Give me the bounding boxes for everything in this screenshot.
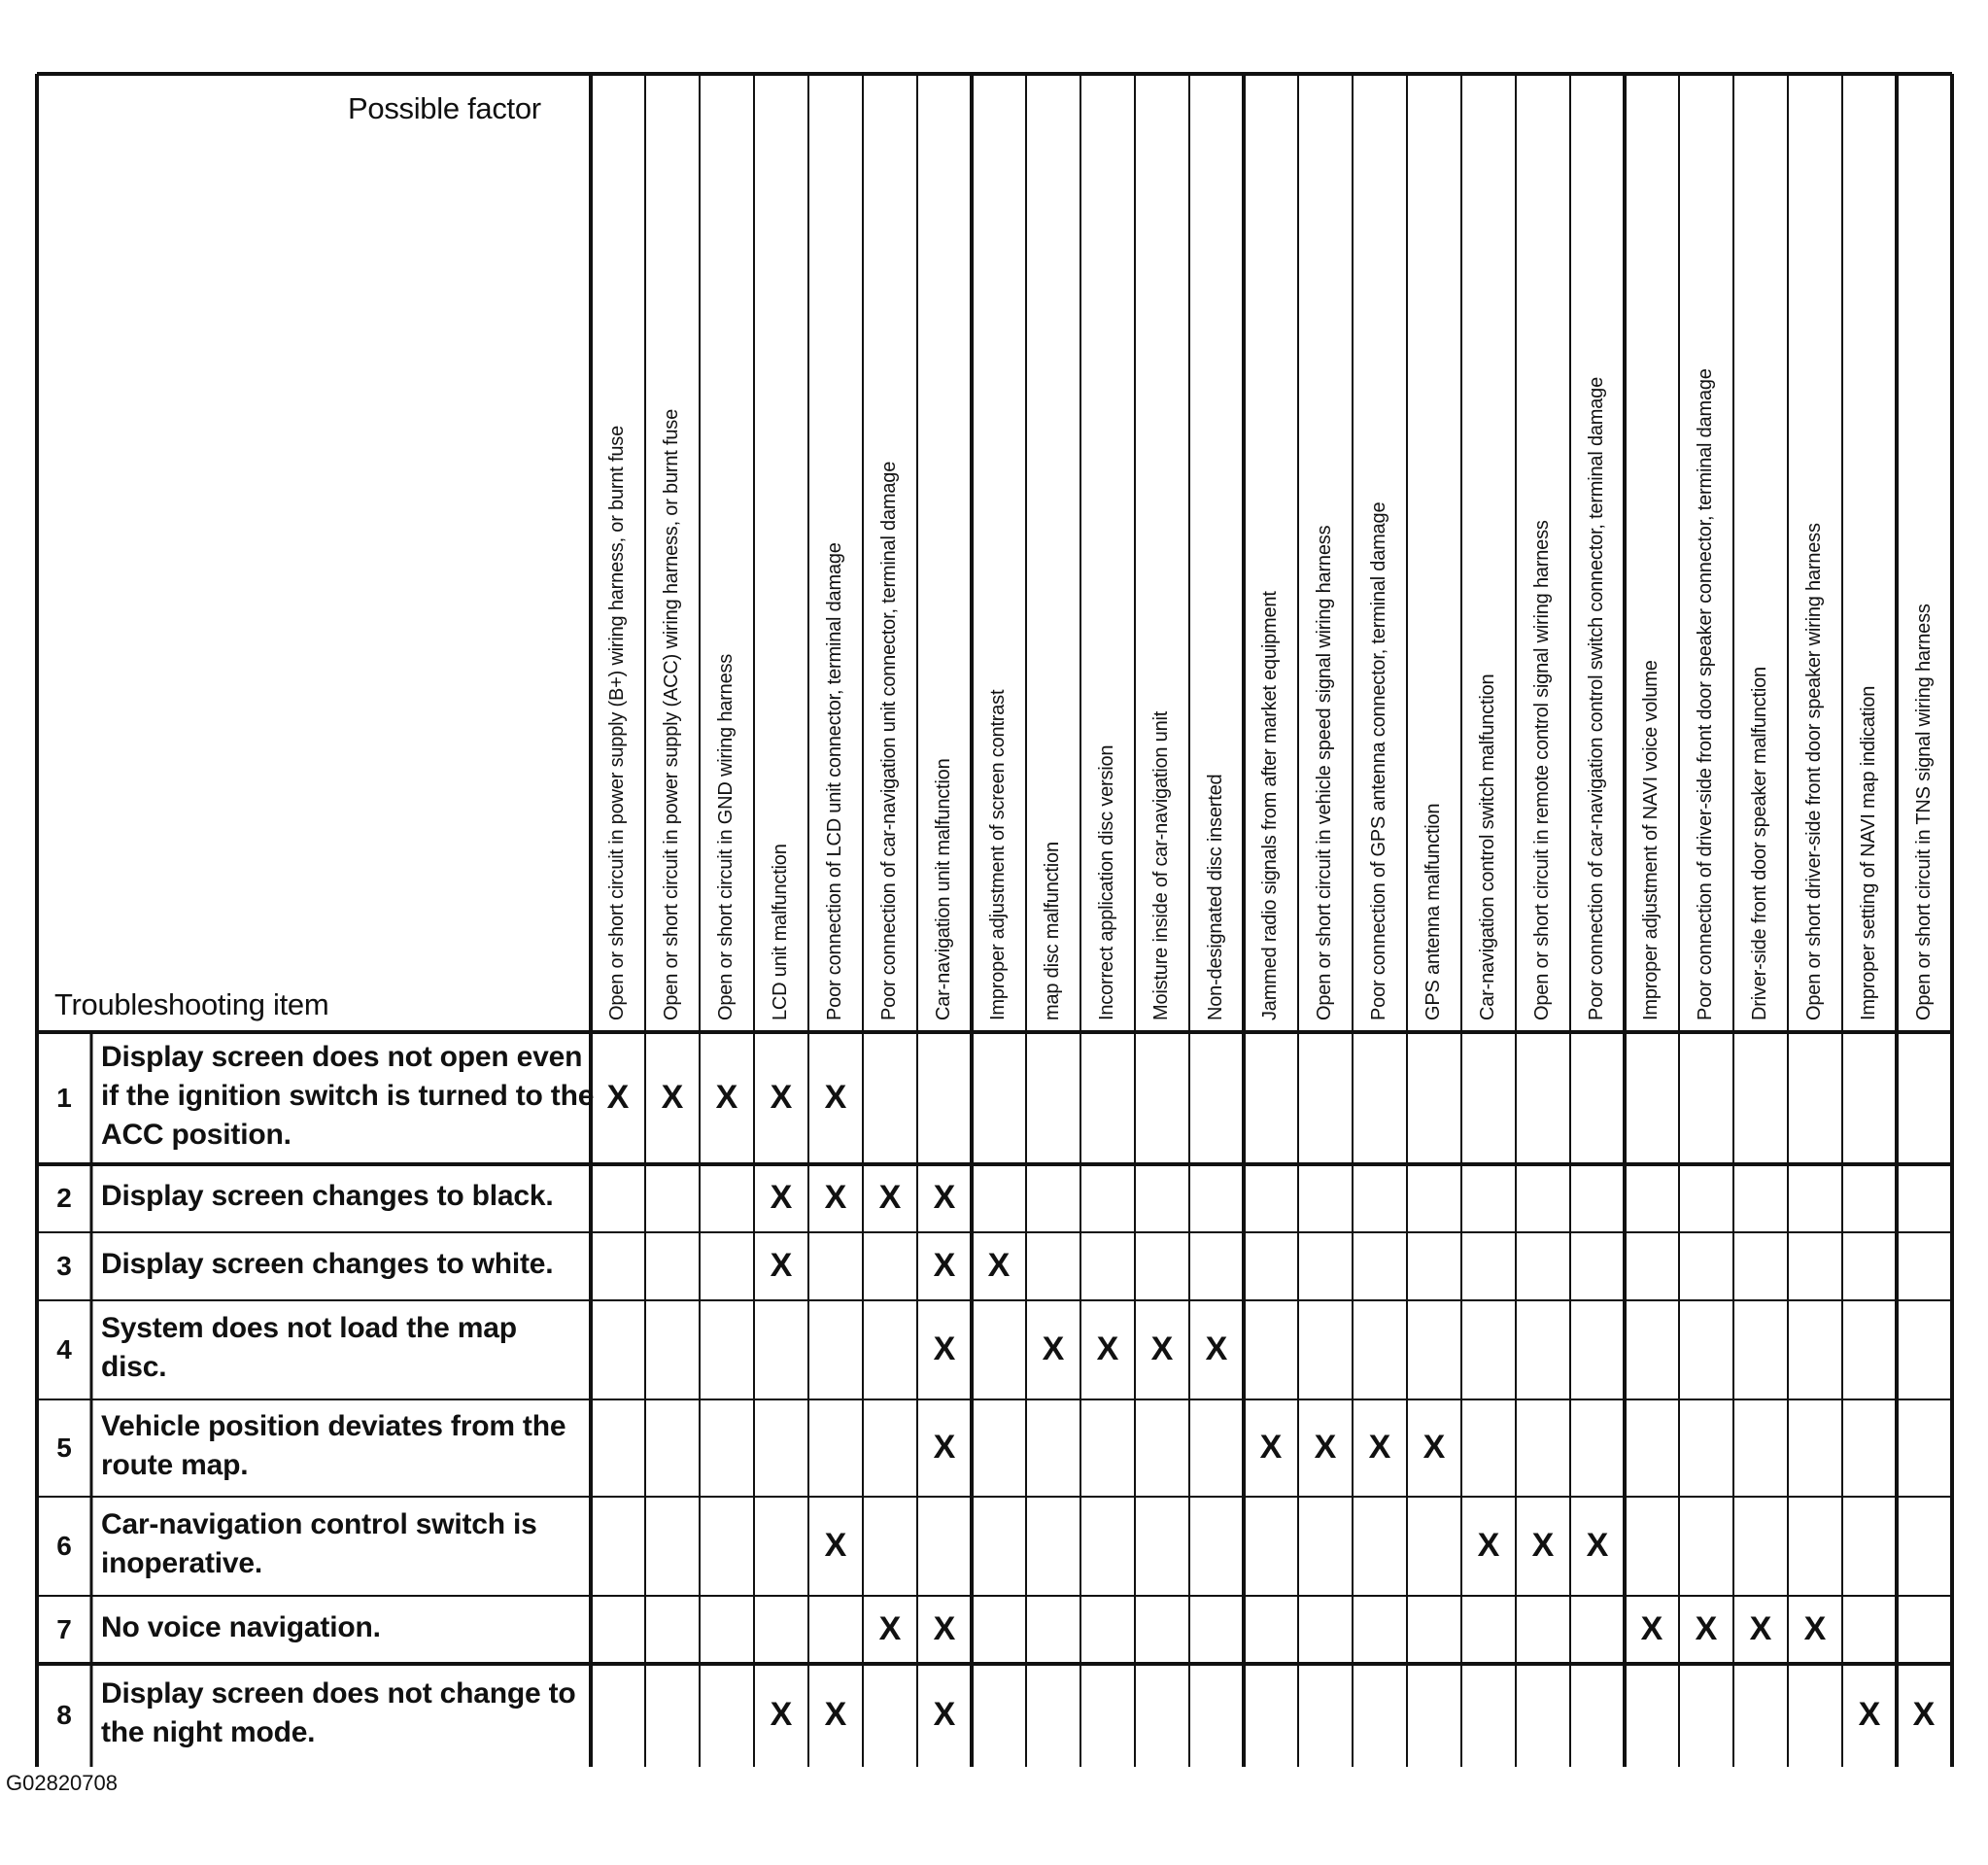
factor-header: map disc malfunction — [1042, 842, 1063, 1020]
factor-mark: X — [770, 1179, 793, 1216]
factor-header: LCD unit malfunction — [770, 844, 791, 1020]
troubleshooting-item-label: Troubleshooting item — [54, 987, 329, 1021]
troubleshooting-item-line: Car-navigation control switch is — [101, 1508, 537, 1540]
troubleshooting-item — [101, 1245, 553, 1284]
factor-mark: X — [1749, 1610, 1772, 1647]
factor-header: Improper setting of NAVI map indication — [1858, 685, 1879, 1020]
troubleshooting-item — [101, 1505, 537, 1583]
possible-factor-label: Possible factor — [348, 91, 541, 125]
troubleshooting-item — [101, 1309, 517, 1387]
factor-mark: X — [824, 1179, 847, 1216]
factor-mark: X — [933, 1247, 956, 1284]
row-number: 8 — [56, 1700, 72, 1730]
factor-header: Poor connection of car-navigation unit connector, terminal damage — [878, 461, 900, 1020]
factor-header: Car-navigation unit malfunction — [933, 758, 954, 1020]
factor-header: Open or short circuit in vehicle speed signal wiring harness — [1314, 525, 1335, 1020]
factor-mark: X — [770, 1247, 793, 1284]
troubleshooting-item-line: Display screen changes to white. — [101, 1248, 554, 1280]
factor-mark: X — [933, 1179, 956, 1216]
factor-mark: X — [987, 1247, 1011, 1284]
troubleshooting-item-line: the night mode. — [101, 1716, 316, 1748]
factor-mark: X — [1531, 1527, 1555, 1564]
factor-mark: X — [824, 1527, 847, 1564]
troubleshooting-item-line: Display screen does not change to — [101, 1677, 576, 1710]
factor-mark: X — [661, 1079, 684, 1116]
factor-mark: X — [1912, 1696, 1936, 1733]
factor-mark: X — [1314, 1429, 1337, 1466]
factor-mark: X — [606, 1079, 630, 1116]
factor-header: GPS antenna malfunction — [1422, 803, 1444, 1020]
troubleshooting-item-line: Vehicle position deviates from the — [101, 1410, 566, 1442]
factor-mark: X — [1259, 1429, 1283, 1466]
factor-mark: X — [824, 1696, 847, 1733]
troubleshooting-item-line: inoperative. — [101, 1547, 262, 1579]
factor-mark: X — [933, 1429, 956, 1466]
row-number: 6 — [56, 1531, 72, 1561]
factor-mark: X — [1858, 1696, 1881, 1733]
figure-code: G02820708 — [6, 1771, 118, 1795]
factor-mark: X — [1586, 1527, 1609, 1564]
factor-mark: X — [770, 1696, 793, 1733]
troubleshooting-item — [101, 1407, 566, 1485]
factor-header: Poor connection of GPS antenna connector, terminal damage — [1368, 501, 1389, 1020]
factor-mark: X — [1042, 1330, 1065, 1367]
factor-mark: X — [1422, 1429, 1446, 1466]
factor-mark: X — [1640, 1610, 1663, 1647]
factor-mark: X — [933, 1696, 956, 1733]
factor-mark: X — [933, 1330, 956, 1367]
row-number: 3 — [56, 1251, 72, 1281]
troubleshooting-item-line: route map. — [101, 1449, 249, 1481]
factor-header: Improper adjustment of NAVI voice volume — [1640, 660, 1662, 1020]
factor-header: Jammed radio signals from after market equipment — [1259, 591, 1281, 1020]
factor-mark: X — [715, 1079, 738, 1116]
troubleshooting-item-line: Display screen changes to black. — [101, 1180, 554, 1212]
troubleshooting-item — [101, 1608, 381, 1647]
factor-header: Poor connection of LCD unit connector, terminal damage — [824, 542, 845, 1020]
troubleshooting-item — [101, 1675, 576, 1752]
factor-header: Open or short circuit in power supply (ACC) wiring harness, or burnt fuse — [661, 409, 682, 1020]
troubleshooting-item — [101, 1177, 553, 1216]
factor-header: Moisture inside of car-navigation unit — [1150, 710, 1172, 1020]
troubleshooting-item-line: No voice navigation. — [101, 1611, 381, 1643]
row-number: 2 — [56, 1183, 72, 1213]
factor-mark: X — [878, 1610, 902, 1647]
troubleshooting-item-line: if the ignition switch is turned to the — [101, 1080, 595, 1112]
factor-header: Non-designated disc inserted — [1205, 774, 1226, 1020]
row-number: 5 — [56, 1433, 72, 1463]
factor-mark: X — [1803, 1610, 1827, 1647]
factor-mark: X — [1150, 1330, 1174, 1367]
factor-mark: X — [878, 1179, 902, 1216]
factor-mark: X — [933, 1610, 956, 1647]
factor-mark: X — [1205, 1330, 1228, 1367]
factor-header: Poor connection of car-navigation control switch connector, terminal damage — [1586, 376, 1607, 1020]
factor-header: Driver-side front door speaker malfunction — [1749, 667, 1770, 1020]
troubleshooting-item-line: System does not load the map — [101, 1312, 517, 1344]
factor-mark: X — [770, 1079, 793, 1116]
factor-header: Car-navigation control switch malfunction — [1477, 673, 1498, 1020]
factor-mark: X — [1477, 1527, 1500, 1564]
row-number: 7 — [56, 1614, 72, 1644]
factor-header: Improper adjustment of screen contrast — [987, 689, 1009, 1020]
troubleshooting-item-line: disc. — [101, 1351, 167, 1383]
factor-mark: X — [1096, 1330, 1119, 1367]
row-number: 1 — [56, 1083, 72, 1113]
troubleshooting-item — [101, 1038, 594, 1155]
row-number: 4 — [56, 1334, 72, 1364]
factor-header: Poor connection of driver-side front door speaker connector, terminal damage — [1695, 368, 1716, 1020]
troubleshooting-item-line: ACC position. — [101, 1119, 291, 1151]
factor-mark: X — [1368, 1429, 1391, 1466]
factor-header: Open or short circuit in remote control signal wiring harness — [1531, 520, 1553, 1020]
factor-mark: X — [824, 1079, 847, 1116]
factor-mark: X — [1695, 1610, 1718, 1647]
factor-header: Open or short driver-side front door speaker wiring harness — [1803, 523, 1825, 1020]
factor-header: Open or short circuit in GND wiring harness — [715, 653, 737, 1020]
factor-header: Open or short circuit in power supply (B+) wiring harness, or burnt fuse — [606, 426, 628, 1020]
factor-header: Open or short circuit in TNS signal wiring harness — [1912, 604, 1935, 1020]
troubleshooting-item-line: Display screen does not open even — [101, 1041, 583, 1073]
factor-header: Incorrect application disc version — [1096, 744, 1117, 1020]
